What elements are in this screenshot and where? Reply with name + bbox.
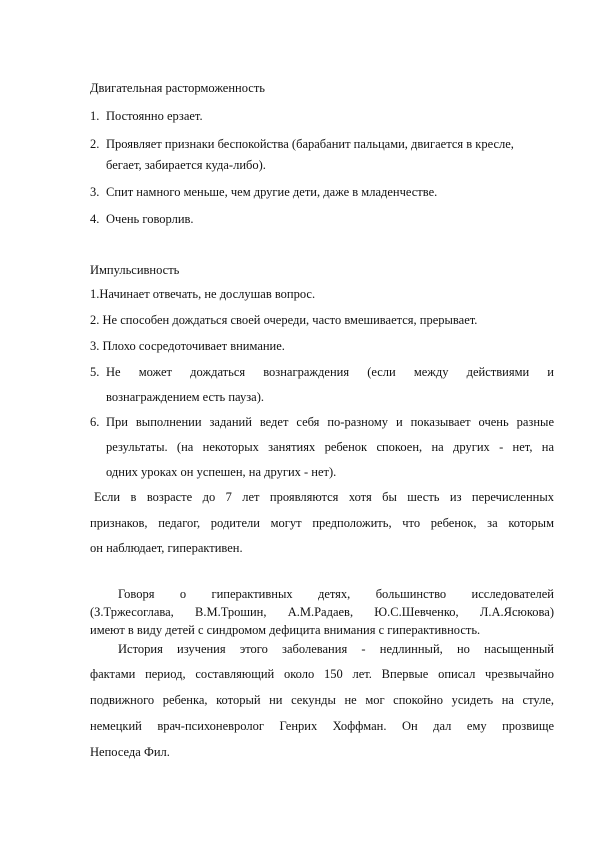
paragraph-line: немецкий врач-психоневролог Генрих Хоффман. Он дал ему прозвище <box>90 719 554 733</box>
list-number: 5. <box>90 365 100 379</box>
conclusion-line: признаков, педагог, родители могут предположить, что ребенок, за которым <box>90 516 554 530</box>
list-item-text: 1.Начинает отвечать, не дослушав вопрос. <box>90 287 316 301</box>
paragraph-line: Непоседа Фил. <box>90 745 170 759</box>
list-item-text: При выполнении заданий ведет себя по-разному и показывает очень разные <box>106 415 554 429</box>
paragraph-line: имеют в виду детей с синдромом дефицита внимания с гиперактивность. <box>90 623 481 637</box>
conclusion-line: Если в возрасте до 7 лет проявляются хотя бы шесть из перечисленных <box>94 490 554 504</box>
section-heading-motor: Двигательная расторможенность <box>90 81 266 95</box>
list-item-text: Очень говорлив. <box>106 212 194 226</box>
list-number: 3. <box>90 185 100 199</box>
section-heading-impulsivity: Импульсивность <box>90 263 180 277</box>
paragraph-line: Говоря о гиперактивных детях, большинство исследователей <box>118 587 554 601</box>
paragraph-line: фактами период, составляющий около 150 лет. Впервые описал чрезвычайно <box>90 667 554 681</box>
list-item-text-cont: результаты. (на некоторых занятиях ребенок спокоен, на других - нет, на <box>106 440 554 454</box>
list-item-text: 3. Плохо сосредоточивает внимание. <box>90 339 285 353</box>
paragraph-line: подвижного ребенка, который ни секунды не мог спокойно усидеть на стуле, <box>90 693 554 707</box>
paragraph-line: История изучения этого заболевания - недлинный, но насыщенный <box>118 642 554 656</box>
conclusion-line: он наблюдает, гиперактивен. <box>90 541 243 555</box>
list-item-text: Проявляет признаки беспокойства (барабанит пальцами, двигается в кресле, <box>106 137 514 151</box>
list-item-text-cont: бегает, забирается куда-либо). <box>106 158 266 172</box>
list-item-text-cont: вознаграждением есть пауза). <box>106 390 264 404</box>
list-item-text: 2. Не способен дождаться своей очереди, часто вмешивается, прерывает. <box>90 313 478 327</box>
list-number: 6. <box>90 415 100 429</box>
list-item-text: Спит намного меньше, чем другие дети, даже в младенчестве. <box>106 185 438 199</box>
list-item-text-cont: одних уроках он успешен, на других - нет). <box>106 465 337 479</box>
list-item-text: Постоянно ерзает. <box>106 109 203 123</box>
paragraph-line: (З.Тржесоглава, В.М.Трошин, А.М.Радаев, Ю.С.Шевченко, Л.А.Ясюкова) <box>90 605 554 619</box>
list-item-text: Не может дождаться вознаграждения (если между действиями и <box>106 365 554 379</box>
list-number: 4. <box>90 212 100 226</box>
list-number: 2. <box>90 137 100 151</box>
list-number: 1. <box>90 109 100 123</box>
